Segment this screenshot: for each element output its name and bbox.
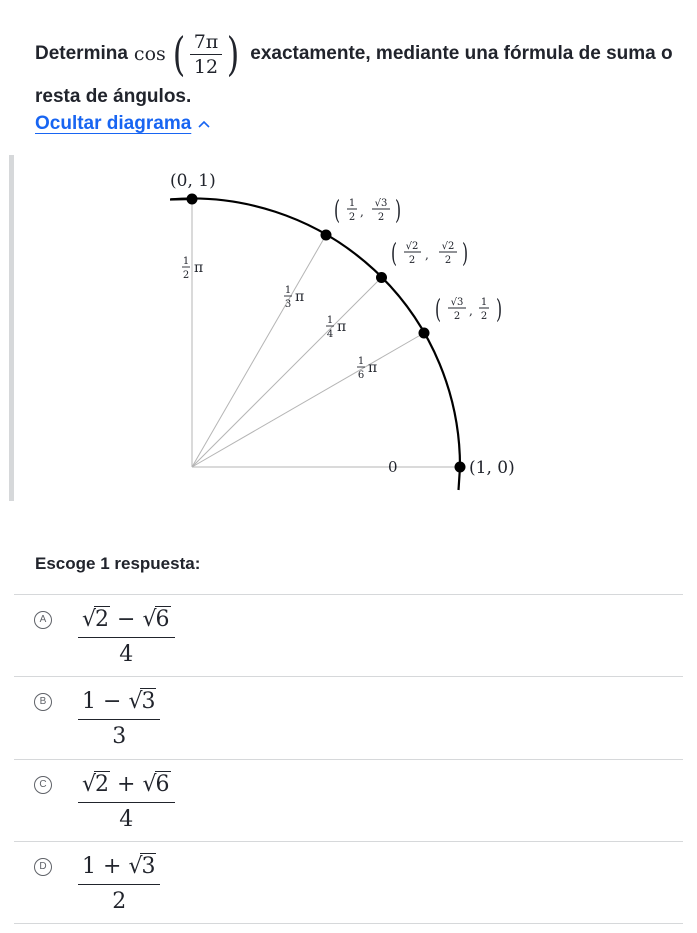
p60-x-den: 2 [348, 212, 356, 223]
choice-b-denominator: 3 [112, 724, 127, 749]
choice-d[interactable] [14, 841, 683, 924]
svg-text:): ) [394, 195, 402, 227]
choice-letter-a: A [34, 611, 52, 629]
choice-b-term-1: 1 [82, 689, 96, 714]
svg-text:4: 4 [326, 329, 334, 340]
choice-letter-d: D [34, 858, 52, 876]
angle-denominator: 12 [193, 55, 219, 78]
svg-text:,: , [360, 205, 364, 219]
svg-text:1: 1 [182, 256, 190, 267]
choice-a[interactable] [14, 594, 683, 676]
p45-x-num: √2 [405, 241, 419, 252]
p60-y-num: √3 [374, 198, 388, 209]
label-point-60 [334, 196, 401, 226]
p60-x-num: 1 [348, 198, 356, 209]
choice-d-operator: + [103, 854, 122, 879]
choice-c-term-1: 2 [95, 772, 110, 797]
choice-d-term-2: 3 [141, 854, 156, 879]
left-paren: ( [172, 27, 186, 81]
point-30 [419, 328, 430, 339]
point-60 [321, 230, 332, 241]
svg-text:π: π [194, 260, 204, 276]
question-prefix: Determina [35, 43, 128, 64]
label-point-30 [435, 295, 502, 325]
choice-b-numerator: 1 − √3 [78, 689, 160, 720]
p45-x-den: 2 [408, 255, 416, 266]
p60-y-den: 2 [377, 212, 385, 223]
svg-text:3: 3 [284, 299, 292, 310]
p45-y-den: 2 [444, 255, 452, 266]
choice-d-denominator: 2 [112, 889, 127, 914]
angle-label-90 [182, 256, 203, 281]
choice-b-term-2: 3 [141, 689, 156, 714]
svg-text:(: ( [334, 195, 341, 227]
choice-a-term-2: 6 [155, 607, 170, 632]
question-rest-line-1: exactamente, mediante una fórmula de suma o [250, 43, 673, 64]
label-point-right: (1, 0) [469, 458, 515, 478]
label-point-45 [391, 239, 468, 269]
point-45 [376, 272, 387, 283]
choice-c-term-2: 6 [155, 772, 170, 797]
svg-text:(: ( [391, 238, 398, 270]
svg-text:1: 1 [284, 285, 292, 296]
angle-label-60 [284, 285, 304, 310]
choice-c-fraction [78, 772, 175, 833]
label-zero: 0 [388, 458, 398, 476]
svg-text:2: 2 [182, 270, 190, 281]
p30-x-den: 2 [453, 311, 461, 322]
label-point-top: (0, 1) [170, 171, 216, 191]
choice-c-denominator: 4 [119, 807, 134, 832]
choice-letter-b: B [34, 693, 52, 711]
choice-c[interactable] [14, 759, 683, 841]
angle-label-30 [357, 356, 377, 381]
p45-y-num: √2 [441, 241, 455, 252]
choice-b-operator: − [103, 689, 122, 714]
right-paren: ) [226, 27, 240, 81]
choice-d-term-1: 1 [82, 854, 96, 879]
svg-text:1: 1 [357, 356, 365, 367]
choice-b-fraction [78, 689, 160, 750]
ray-60 [192, 235, 326, 467]
choice-b[interactable] [14, 676, 683, 758]
choice-d-fraction [78, 854, 160, 915]
choice-c-operator: + [117, 772, 136, 797]
cos-function: cos [133, 43, 166, 65]
angle-label-45 [326, 315, 346, 340]
choice-a-fraction [78, 607, 175, 668]
svg-text:π: π [337, 319, 347, 335]
svg-text:,: , [425, 248, 429, 262]
svg-text:(: ( [435, 294, 442, 326]
svg-text:π: π [295, 289, 305, 305]
svg-text:6: 6 [357, 370, 365, 381]
choice-d-numerator: 1 + √3 [78, 854, 160, 885]
point-90 [187, 194, 198, 205]
svg-text:1: 1 [326, 315, 334, 326]
svg-text:): ) [462, 238, 469, 270]
p30-y-num: 1 [480, 297, 488, 308]
svg-text:,: , [469, 304, 473, 318]
p30-y-den: 2 [480, 311, 488, 322]
choice-a-operator: − [117, 607, 136, 632]
svg-text:): ) [496, 294, 503, 326]
choice-c-numerator: √2 + √6 [78, 772, 175, 803]
answer-prompt: Escoge 1 respuesta: [35, 554, 201, 573]
choice-a-term-1: 2 [95, 607, 110, 632]
hide-diagram-label: Ocultar diagrama [35, 113, 192, 134]
p30-x-num: √3 [450, 297, 464, 308]
choice-a-denominator: 4 [119, 642, 134, 667]
ray-30 [192, 333, 424, 467]
choice-letter-c: C [34, 776, 52, 794]
angle-numerator: 7π [190, 32, 223, 55]
choice-a-numerator: √2 − √6 [78, 607, 175, 638]
question-line-2: resta de ángulos. [35, 86, 192, 107]
svg-text:π: π [368, 360, 378, 376]
point-0 [455, 462, 466, 473]
